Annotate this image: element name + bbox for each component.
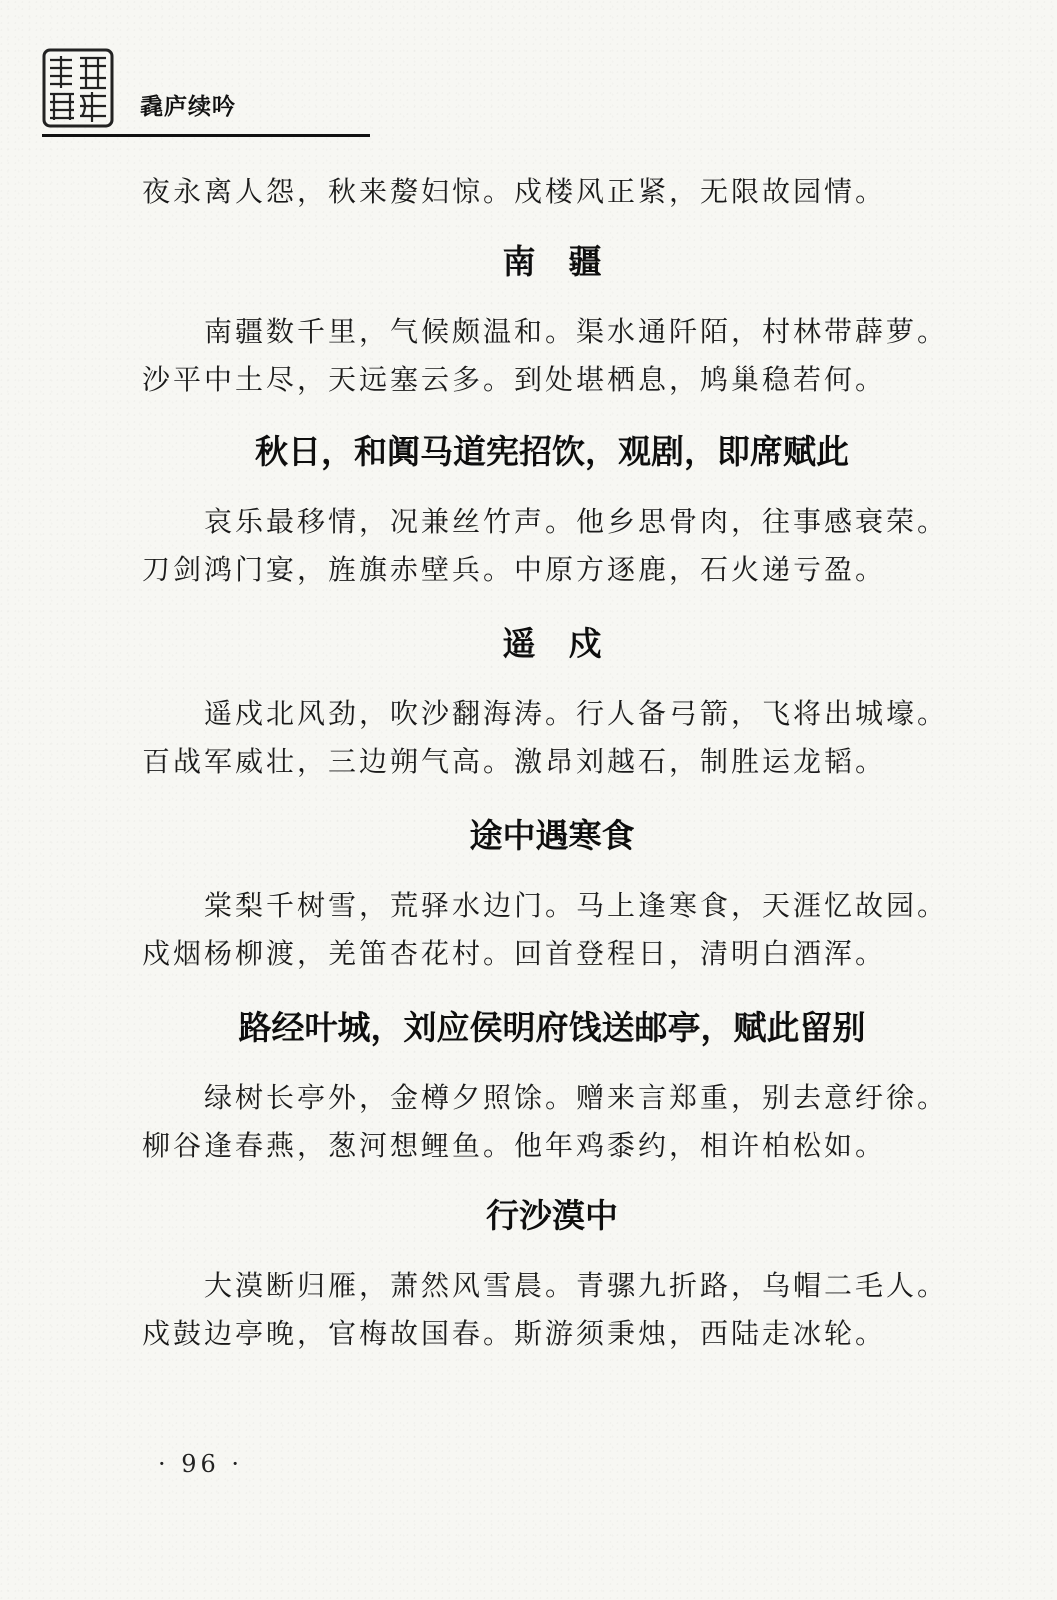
- poem-title: 路经叶城，刘应侯明府饯送邮亭，赋此留别: [238, 1008, 866, 1047]
- poem-qiuri: [142, 432, 972, 594]
- verse-line: 哀乐最移情，况兼丝竹声。他乡思骨肉，往事感衰荣。: [204, 505, 949, 538]
- poem-yaoshu: [142, 624, 972, 786]
- poem-tuzhong: [142, 816, 972, 978]
- verse-line: 夜永离人怨，秋来嫠妇惊。戍楼风正紧，无限故园情。: [142, 175, 887, 208]
- verse-line: 棠梨千树雪，荒驿水边门。马上逢寒食，天涯忆故园。: [204, 889, 949, 922]
- verse-line: 大漠断归雁，萧然风雪晨。青骡九折路，乌帽二毛人。: [204, 1269, 949, 1302]
- verse-line: 绿树长亭外，金樽夕照馀。赠来言郑重，别去意纡徐。: [204, 1081, 949, 1114]
- seal-logo: [42, 48, 114, 128]
- poem-title: 遥 戍: [502, 624, 602, 663]
- page-header: [42, 48, 372, 144]
- page-number: · 96 ·: [158, 1450, 244, 1478]
- verse-line: 戍烟杨柳渡，羌笛杏花村。回首登程日，清明白酒浑。: [142, 937, 887, 970]
- verse-line: 百战军威壮，三边朔气高。激昂刘越石，制胜运龙韬。: [142, 745, 887, 778]
- poem-continuation: [142, 168, 972, 216]
- verse-line: 柳谷逢春燕，葱河想鲤鱼。他年鸡黍约，相许柏松如。: [142, 1129, 887, 1162]
- poem-lujing: [142, 1008, 972, 1170]
- verse-line: 遥戍北风劲，吹沙翻海涛。行人备弓箭，飞将出城壕。: [204, 697, 949, 730]
- verse-line: 南疆数千里，气候颇温和。渠水通阡陌，村林带薜萝。: [204, 315, 949, 348]
- verse-line: 沙平中土尽，天远塞云多。到处堪栖息，鸠巢稳若何。: [142, 363, 887, 396]
- poem-title: 行沙漠中: [486, 1196, 618, 1235]
- poem-title: 秋日，和阗马道宪招饮，观剧，即席赋此: [255, 432, 849, 471]
- header-rule: [42, 134, 370, 137]
- running-title: 毳庐续吟: [140, 94, 236, 120]
- poem-xingshamo: [142, 1196, 972, 1358]
- poem-title: 南 疆: [502, 242, 602, 281]
- poem-nanjiang: [142, 242, 972, 404]
- verse-line: 戍鼓边亭晚，官梅故国春。斯游须秉烛，西陆走冰轮。: [142, 1317, 887, 1350]
- verse-line: 刀剑鸿门宴，旌旗赤壁兵。中原方逐鹿，石火递亏盈。: [142, 553, 887, 586]
- poem-title: 途中遇寒食: [469, 816, 635, 855]
